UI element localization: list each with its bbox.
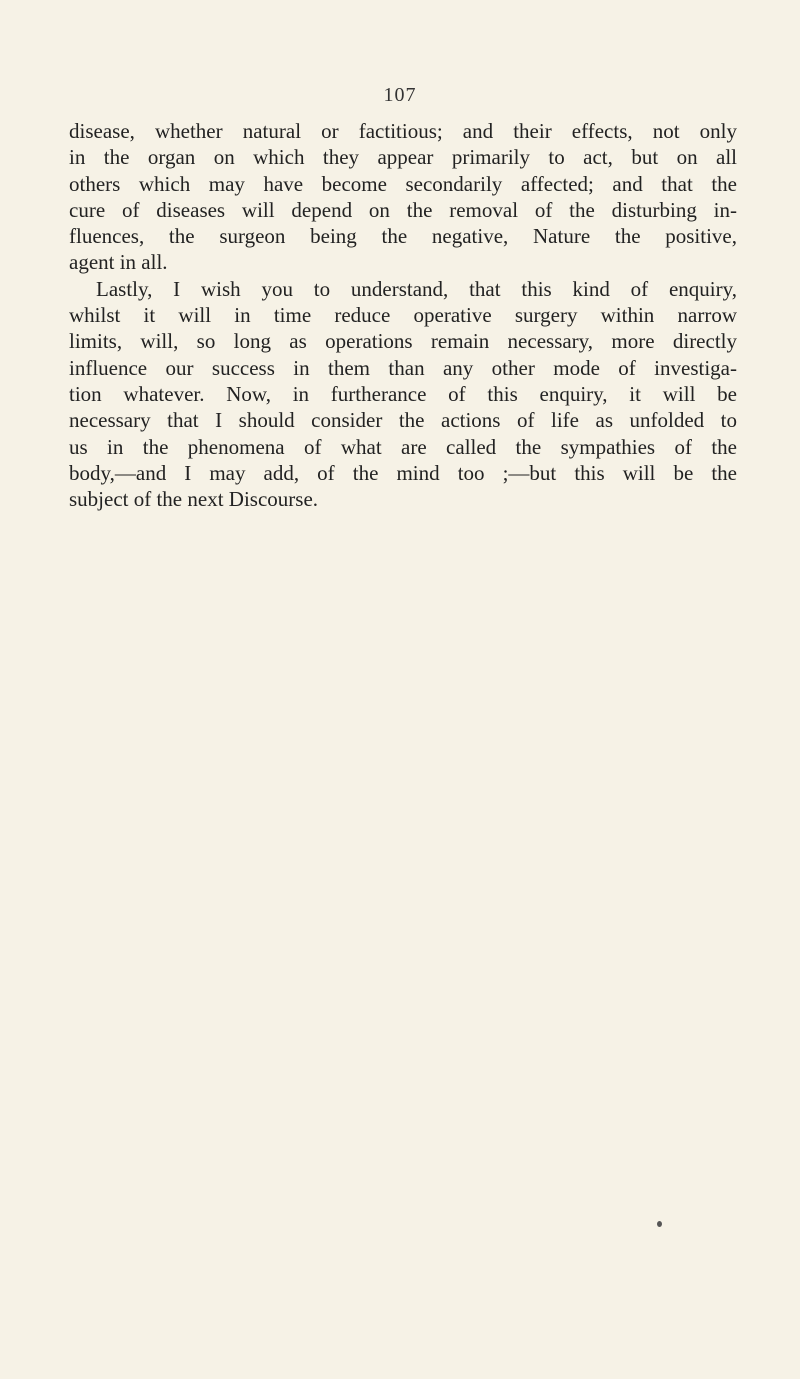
text-line: disease, whether natural or factitious; and their effects, not only <box>69 119 737 143</box>
paragraph-1 <box>69 118 737 276</box>
text-line: cure of diseases will depend on the removal of the disturbing in- <box>69 197 737 222</box>
ink-speck <box>657 1221 662 1227</box>
text-line: others which may have become secondarily affected; and that the <box>69 171 737 196</box>
text-line: whilst it will in time reduce operative surgery within narrow <box>69 303 737 328</box>
text-line: influence our success in them than any other mode of investiga- <box>69 355 737 380</box>
text-line: body,—and I may add, of the mind too ;—but this will be the <box>69 460 737 485</box>
text-line: in the organ on which they appear primarily to act, but on all <box>69 145 737 170</box>
body-text <box>69 118 737 512</box>
text-line: tion whatever. Now, in furtherance of this enquiry, it will be <box>69 381 737 406</box>
text-line: us in the phenomena of what are called the sympathies of the <box>69 434 737 459</box>
text-line: limits, will, so long as operations remain necessary, more directly <box>69 329 737 354</box>
paragraph-2 <box>69 276 737 513</box>
text-line: fluences, the surgeon being the negative, Nature the positive, <box>69 224 737 249</box>
text-line: necessary that I should consider the actions of life as unfolded to <box>69 408 737 433</box>
page-number: 107 <box>383 84 417 106</box>
text-line: Lastly, I wish you to understand, that this kind of enquiry, <box>96 276 737 301</box>
text-line: subject of the next Discourse. <box>69 487 319 512</box>
text-line: agent in all. <box>69 250 168 275</box>
